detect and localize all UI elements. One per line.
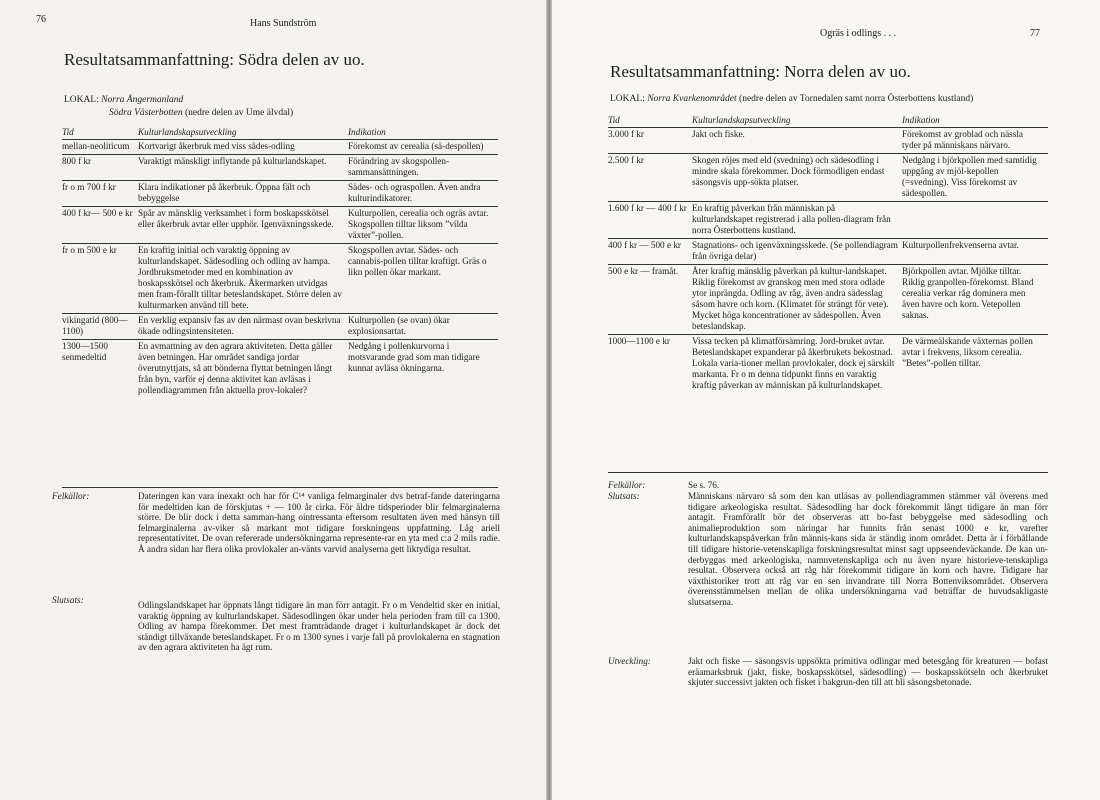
col-header-time: Tid <box>608 114 692 128</box>
col-header-indication: Indikation <box>902 114 1048 128</box>
cell-time: 400 f kr — 500 e kr <box>608 239 692 265</box>
slutsats-label: Slutsats: <box>52 595 84 605</box>
cell-landscape: Varaktigt mänskligt inflytande på kulturlandskapet. <box>138 155 348 181</box>
cell-time: 800 f kr <box>62 155 138 181</box>
cell-time: vikingatid (800—1100) <box>62 314 138 340</box>
results-table-south <box>62 126 498 398</box>
table-header-row <box>62 126 498 140</box>
cell-landscape: En kraftig initial och varaktig öppning av kulturlandskapet. Sädesodling och odling av hampa. Jordbruksmetoder med en kombination av boskapsskötsel och åkerbruk. Åkermarken utvidgas men fram-förallt tilltar beteslandskapet. Större delen av kulturmarken använd till bete. <box>138 244 348 314</box>
cell-indication: Sädes- och ograspollen. Även andra kulturindikatorer. <box>348 181 498 207</box>
right-page <box>552 0 1100 800</box>
felkallor-label: Felkällor: <box>52 491 90 501</box>
lokal-block <box>64 94 293 120</box>
col-header-time: Tid <box>62 126 138 140</box>
left-page <box>0 0 546 800</box>
cell-indication <box>902 202 1048 239</box>
utveckling-text: Jakt och fiske — säsongsvis uppsökta primitiva odlingar med betesgång för kreaturen — bofast eräamarksbruk (jakt, fiske, boskapsskötsel, sädesodling) — boskapsskötseln och åkerbruket skjuter successivt jakten och fisket i bakgrun-den till att bli säsongsbetonade. <box>688 656 1048 688</box>
slutsats-text: Odlingslandskapet har öppnats långt tidigare än man förr antagit. Fr o m Vendeltid sker en initial, varaktig öppning av kulturlandskapet. Sädesodlingen ökar under hela perioden fram till ca 1300. Odling av hampa förekommer. Det mest framträdande draget i kulturlandskapet är dock det ständigt tillväxande beteslandskapet. Fr o m 1300 synes i varje fall på provlokalerna en stagnation av den agrara aktiviteten ha ägt rum. <box>138 600 500 653</box>
lokal-region-note: (nedre delen av Tornedalen samt norra Österbottens kustland) <box>736 94 974 104</box>
cell-time: 2.500 f kr <box>608 154 692 202</box>
table-header-row <box>608 114 1048 128</box>
cell-landscape: Skogen röjes med eld (svedning) och sädesodling i mindre skala förekommer. Dock förmodligen endast säsongsvis upp-sökta platser. <box>692 154 902 202</box>
cell-time: 1000—1100 e kr <box>608 336 670 346</box>
notes-section <box>52 491 502 731</box>
cell-landscape: Stagnations- och igenväxningsskede. (Se pollendiagram från övriga delar) <box>692 239 902 265</box>
section-divider <box>608 472 1048 473</box>
cell-landscape: Jakt och fiske. <box>692 128 902 154</box>
lokal-region: Norra Kvarkenområdet <box>647 94 737 104</box>
table-row <box>608 202 1048 239</box>
cell-time: 400 f kr— 500 e kr <box>62 207 138 244</box>
cell-indication: Kulturpollenfrekvenserna avtar. <box>902 239 1048 265</box>
table-row <box>62 207 498 244</box>
cell-indication: Förekomst av groblad och nässla tyder på människans närvaro. <box>902 128 1048 154</box>
cell-time: fr o m 700 f kr <box>62 181 138 207</box>
cell-indication: Förändring av skogspollen-sammansättningen. <box>348 155 498 181</box>
results-table-north <box>608 114 1048 393</box>
cell-indication: De värmeälskande växternas pollen avtar i frekvens, liksom cerealia. ”Betes”-pollen tilltar. <box>902 336 1033 368</box>
cell-time: 1.600 f kr — 400 f kr <box>608 202 692 239</box>
section-divider <box>62 487 498 488</box>
running-head: Ogräs i odlings . . . <box>820 28 897 39</box>
table-row <box>62 314 498 340</box>
cell-indication: Björkpollen avtar. Mjölke tilltar. Riklig granpollen-förekomst. Bland cerealia verkar råg dominera men även havre och korn. Vetepollen saknas. <box>902 265 1048 335</box>
page-number: 76 <box>36 14 46 25</box>
lokal-label: LOKAL: <box>610 94 645 104</box>
felkallor-text: Se s. 76. <box>688 480 720 490</box>
lokal-label: LOKAL: <box>64 95 99 105</box>
cell-indication: Nedgång i pollenkurvorna i motsvarande grad som man tidigare kunnat avläsa ökningarna. <box>348 341 480 373</box>
cell-indication: Förekomst av cerealia (sä-despollen) <box>348 140 498 155</box>
slutsats-label: Slutsats: <box>608 491 640 501</box>
cell-indication: Kulturpollen, cerealia och ogräs avtar. Skogspollen tilltar liksom ”vilda växter”-pollen. <box>348 207 498 244</box>
cell-time: 3.000 f kr <box>608 128 692 154</box>
col-header-landscape: Kulturlandskapsutveckling <box>692 114 902 128</box>
cell-indication: Kulturpollen (se ovan) ökar explosionsartat. <box>348 314 498 340</box>
cell-landscape: Spår av mänsklig verksamhet i form boskapsskötsel eller åkerbruk avtar eller upphör. Igenväxningsskede. <box>138 207 348 244</box>
cell-landscape: En verklig expansiv fas av den närmast ovan beskrivna ökade odlingsintensiteten. <box>138 314 348 340</box>
utveckling-label: Utveckling: <box>608 656 651 666</box>
cell-landscape: En kraftig påverkan från människan på kulturlandskapet registrerad i alla pollen-diagram från norra Österbottens kustland. <box>692 202 902 239</box>
cell-landscape: Kortvarigt åkerbruk med viss sädes-odling <box>138 140 348 155</box>
slutsats-text: Människans närvaro så som den kan utläsas av pollendiagrammen stämmer väl överens med tidigare arkeologiska resultat. Sädesodling har dock förekommit långt tidigare än man förr antagit. Framförallt bör det observeras att bo-fast bebyggelse med sädesodling och animalieproduktion som näringar har funnits från senast 1000 e kr, varefter kulturlandskapspåverkan från männis-kans sida är ständig inom området. Detta är i förhållande till tidigare historie-vetenskapliga forskningsresultat minst sagt uppseendeväckande. De kan un-derbyggas med arkeologiska, namnvetenskapliga och nu även nyare historieve-tenskapliga resultat. Observera också att råg här förekommit tidigare än korn och havre. Tidigare har växthistoriker trott att råg var en sen invandrare till Norra Bottenviksområdet. Observera överensstämmelsen mellan de olika undersökningarna vad beträffar de huvudsakligaste slutsatserna. <box>688 491 1048 607</box>
cell-time: mellan-neoliticum <box>62 140 138 155</box>
felkallor-text: Dateringen kan vara inexakt och har för C¹⁴ vanliga felmarginaler dvs betraf-fande dateringarna för medeltiden kan de förskjutas + — 100 år cirka. För äldre tidsperioder blir felmarginalerna större. De blir dock i detta samman-hang ointressanta eftersom resultaten även med hänsyn till felmarginalerna av-viker så markant mot tidigare forskningens uppfattning. Låg ariell representativitet. De ovan refererade undersökningarna represente-rar en yta med c:a 2 mils radie. Å andra sidan har flera olika provlokaler an-vänts varvid analyserna gett liktydiga resultat. <box>138 491 500 554</box>
page-title: Resultatsammanfattning: Norra delen av uo. <box>610 62 911 81</box>
cell-time: fr o m 500 e kr <box>62 244 138 314</box>
table-row <box>62 140 498 155</box>
table-row <box>62 340 498 399</box>
table-row <box>608 265 1048 335</box>
cell-landscape: Klara indikationer på åkerbruk. Öppna fält och bebyggelse <box>138 181 348 207</box>
lokal-region-1: Norra Ångermanland <box>101 95 184 105</box>
cell-landscape: En avmattning av den agrara aktiviteten. Detta gäller även betningen. Har området sandiga jordar överutnyttjats, så att bönderna flyttat betningen långt från byn, varför ej denna aktivitet kan avläsas i pollendiagrammen från aktuella prov-lokaler? <box>138 341 333 395</box>
lokal-block <box>610 93 973 106</box>
felkallor-label: Felkällor: <box>608 480 646 490</box>
notes-section <box>608 480 1052 720</box>
lokal-region-2-note: (nedre delen av Ume älvdal) <box>182 108 294 118</box>
table-row <box>608 154 1048 202</box>
table-row <box>608 128 1048 154</box>
col-header-indication: Indikation <box>348 126 498 140</box>
lokal-region-2: Södra Västerbotten <box>109 108 183 118</box>
cell-landscape: Åter kraftig mänsklig påverkan på kultur-landskapet. Riklig förekomst av granskog men med stora odlade ytor inprängda. Odling av råg, även andra sädesslag såsom havre och korn. (Klimatet för strängt för vete). Mycket höga koncentrationer av sädespollen. Även beteslandskap. <box>692 265 902 335</box>
table-row <box>608 239 1048 265</box>
running-head: Hans Sundström <box>250 18 317 29</box>
page-number: 77 <box>1030 28 1040 39</box>
cell-time: 1300—1500 senmedeltid <box>62 341 108 362</box>
cell-indication: Nedgång i björkpollen med samtidig uppgång av mjöl-kepollen (=svedning). Viss förekomst av sädespollen. <box>902 154 1048 202</box>
col-header-landscape: Kulturlandskapsutveckling <box>138 126 348 140</box>
cell-time: 500 e kr — framåt. <box>608 265 692 335</box>
page-title: Resultatsammanfattning: Södra delen av uo. <box>64 50 365 69</box>
cell-indication: Skogspollen avtar. Sädes- och cannabis-pollen tilltar kraftigt. Gräs o likn pollen ökar markant. <box>348 244 498 314</box>
cell-landscape: Vissa tecken på klimatförsämring. Jord-bruket avtar. Beteslandskapet expanderar på åkerbrukets bekostnad. Lokala varia-tioner mellan provlokaler, dock ej särskilt markanta. Fr o m denna tidpunkt finns en varaktig kraftig påverkan av människan på kulturlandskapet. <box>692 336 895 390</box>
table-row <box>62 244 498 314</box>
table-row <box>608 335 1048 394</box>
table-row <box>62 155 498 181</box>
table-row <box>62 181 498 207</box>
